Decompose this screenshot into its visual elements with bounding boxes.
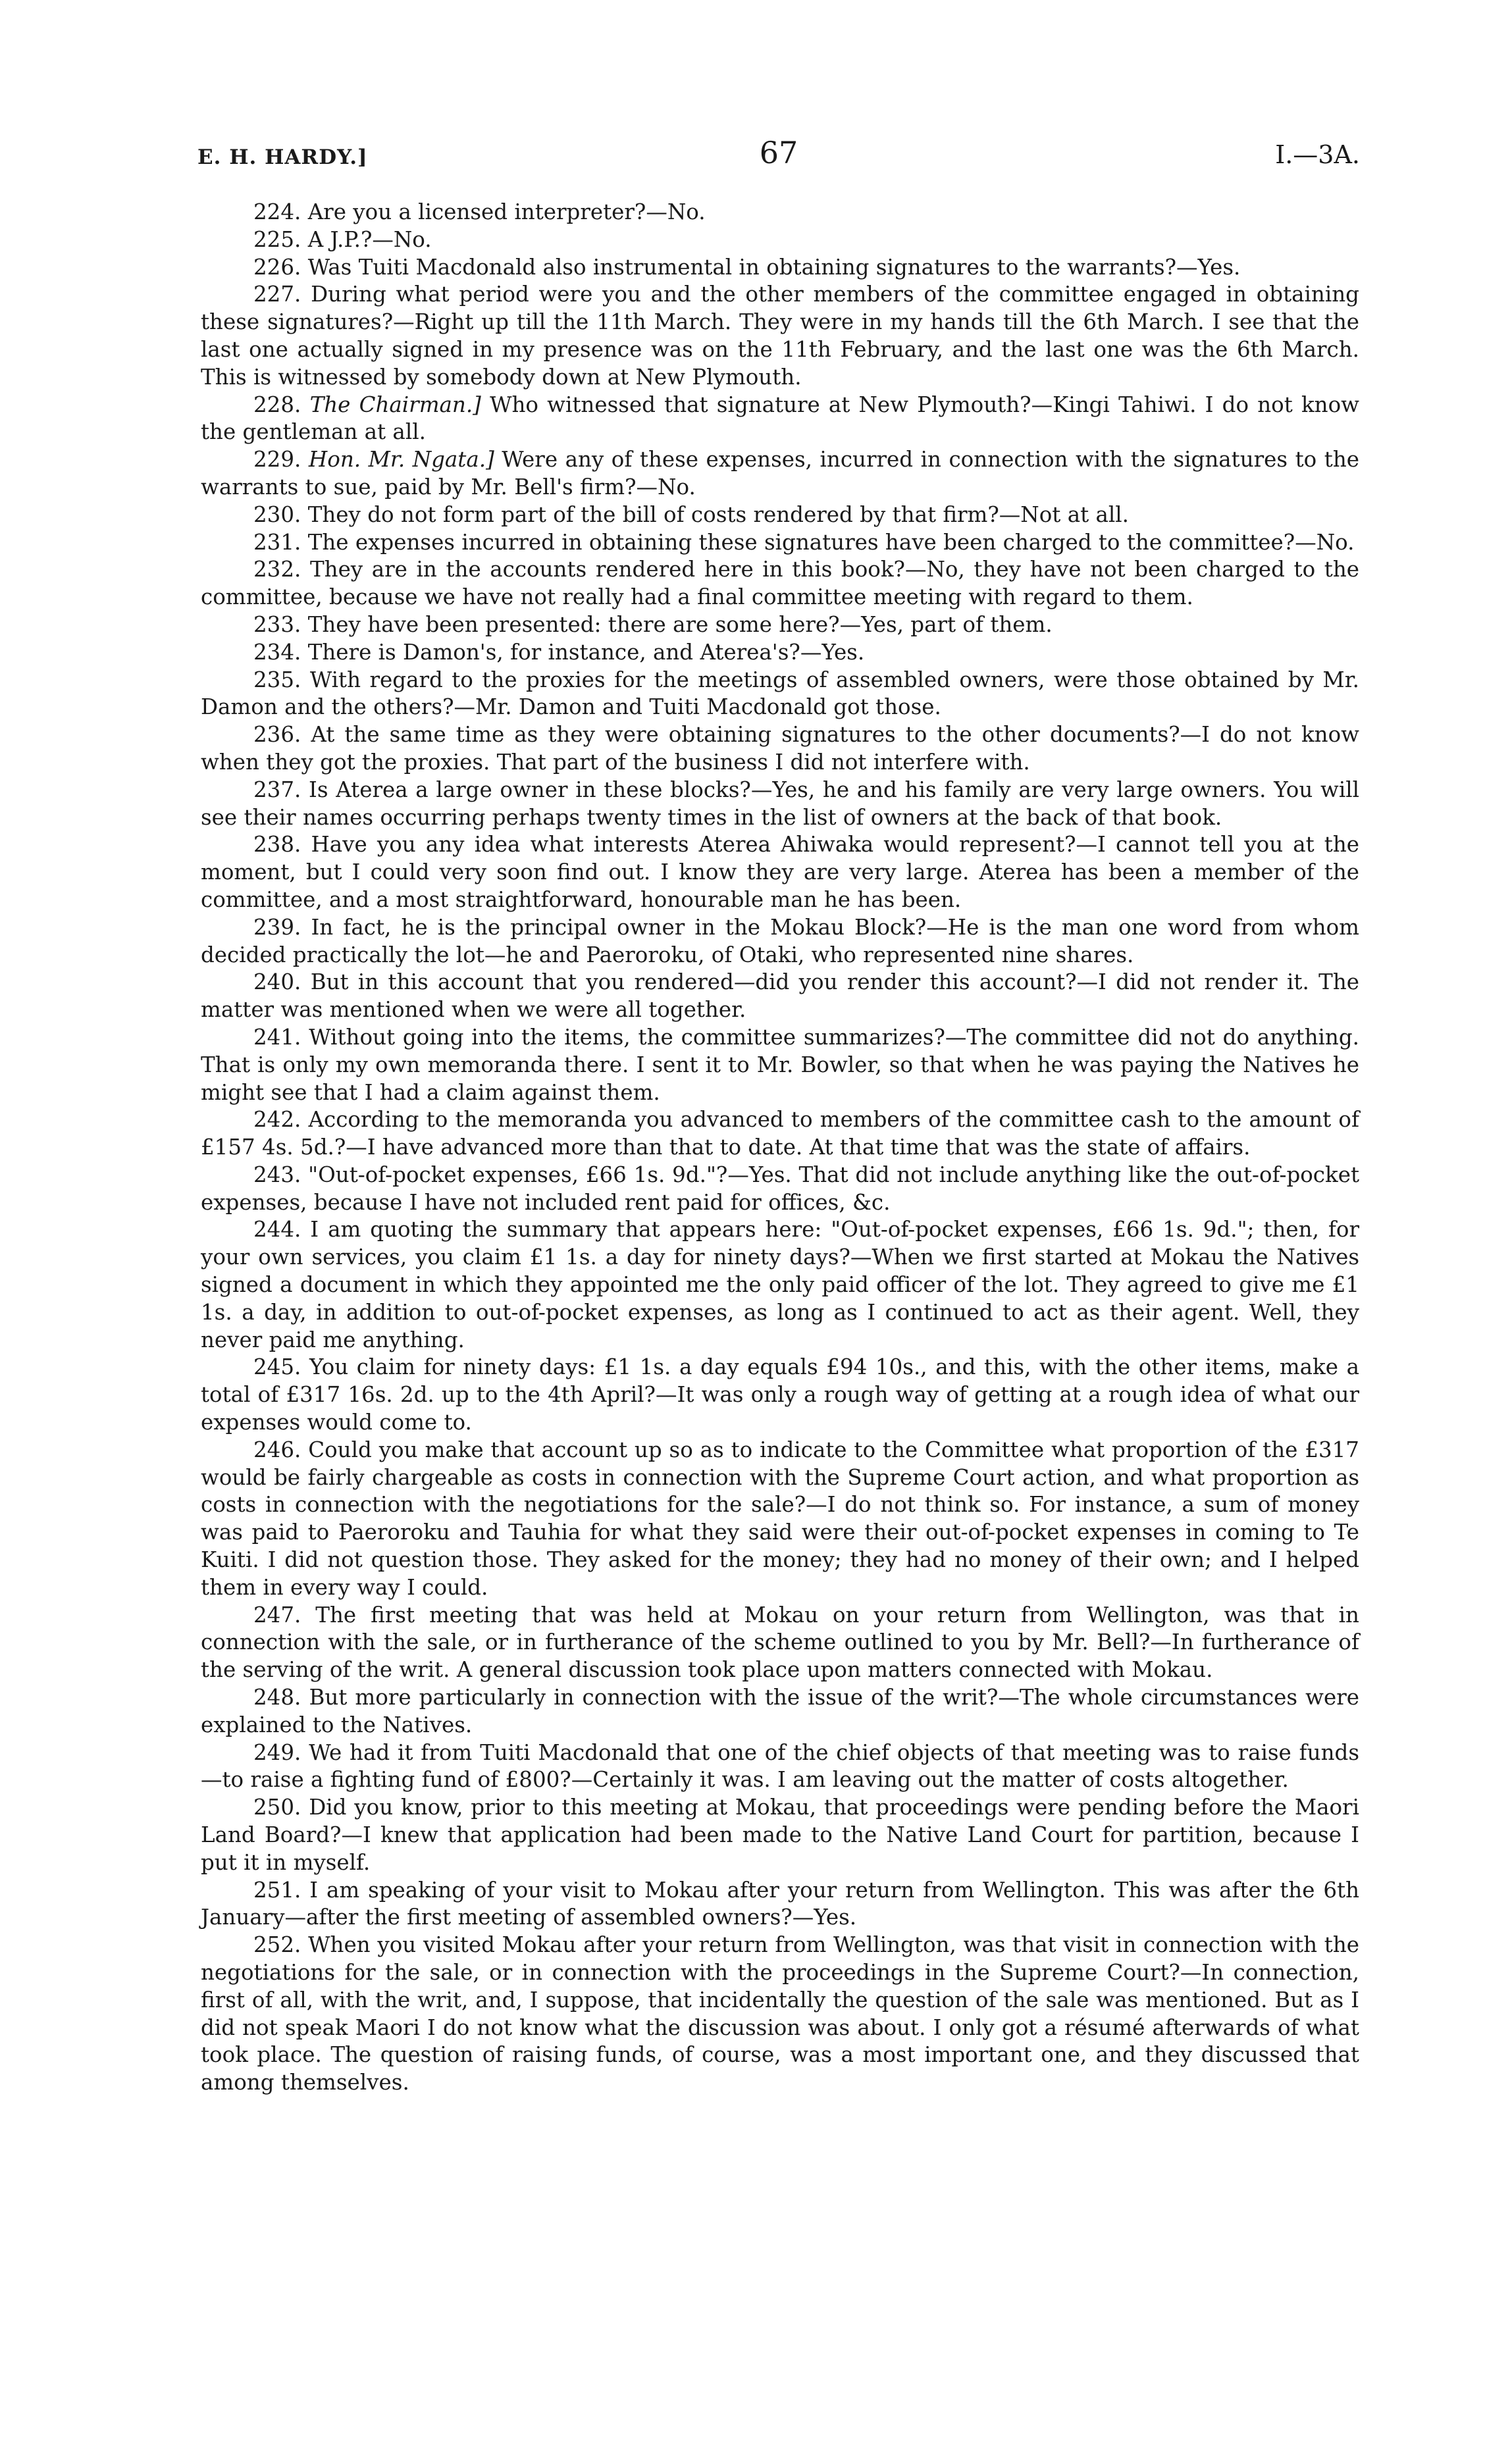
- question-244: 244. I am quoting the summary that appears here: "Out-of-pocket expenses, £66 1s. 9d."; then, for your own services, you claim £1 1s. a day for ninety days?—When we first started at Mokau the Natives signed a document in which they appointed me the only paid officer of the lot. They agreed to give me £1 1s. a day, in addition to out-of-pocket expenses, as long as I continued to act as their agent. Well, they never paid me anything.: [201, 1217, 1359, 1352]
- testimony-body: [201, 199, 1359, 2097]
- question-225: 225. A J.P.?—No.: [253, 226, 432, 252]
- question-number: 228.: [253, 392, 301, 417]
- witness-name-heading: E. H. HARDY.]: [197, 145, 368, 169]
- question-239: 239. In fact, he is the principal owner in the Mokau Block?—He is the man one word from whom decided practically the lot—he and Paeroroku, of Otaki, who represented nine shares.: [201, 914, 1359, 967]
- page-number: 67: [759, 135, 798, 170]
- question-224: 224. Are you a licensed interpreter?—No.: [253, 199, 706, 224]
- question-249: 249. We had it from Tuiti Macdonald that one of the chief objects of that meeting was to raise funds—to raise a fighting fund of £800?—Certainly it was. I am leaving out the matter of costs altogether.: [201, 1739, 1359, 1793]
- question-228: [201, 392, 1359, 447]
- question-237: 237. Is Aterea a large owner in these blocks?—Yes, he and his family are very large owners. You will see their names occurring perhaps twenty times in the list of owners at the back of that book.: [201, 777, 1359, 830]
- question-240: 240. But in this account that you rendered—did you render this account?—I did not render it. The matter was mentioned when we were all together.: [201, 969, 1359, 1023]
- page-header: [197, 135, 1360, 181]
- document-reference: I.—3A.: [1275, 140, 1360, 169]
- speaker-label: Hon. Mr. Ngata.]: [308, 447, 494, 473]
- question-232: 232. They are in the accounts rendered here in this book?—No, they have not been charged to the committee, because we have not really had a final committee meeting with regard to them.: [201, 557, 1359, 610]
- question-241: 241. Without going into the items, the committee summarizes?—The committee did not do anything. That is only my own memoranda there. I sent it to Mr. Bowler, so that when he was paying the Natives he might see that I had a claim against them.: [201, 1024, 1359, 1105]
- question-251: 251. I am speaking of your visit to Mokau after your return from Wellington. This was after the 6th January—after the first meeting of assembled owners?—Yes.: [201, 1877, 1359, 1930]
- question-247: 247. The first meeting that was held at Mokau on your return from Wellington, was that in connection with the sale, or in furtherance of the scheme outlined to you by Mr. Bell?—In furtherance of the serving of the writ. A general discussion took place upon matters connected with Mokau.: [201, 1602, 1359, 1683]
- question-236: 236. At the same time as they were obtaining signatures to the other documents?—I do not know when they got the proxies. That part of the business I did not interfere with.: [201, 722, 1359, 775]
- question-text: Were any of these expenses, incurred in connection with the signatures to the warrants to sue, paid by Mr. Bell's firm?—No.: [201, 447, 1359, 500]
- question-252: 252. When you visited Mokau after your return from Wellington, was that visit in connection with the negotiations for the sale, or in connection with the proceedings in the Supreme Court?—In connection, first of all, with the writ, and, I suppose, that incidentally the question of the sale was mentioned. But as I did not speak Maori I do not know what the discussion was about. I only got a résumé afterwards of what took place. The question of raising funds, of course, was a most important one, and they discussed that among themselves.: [201, 1932, 1359, 2095]
- speaker-label: The Chairman.]: [309, 392, 481, 417]
- question-245: 245. You claim for ninety days: £1 1s. a day equals £94 10s., and this, with the other items, make a total of £317 16s. 2d. up to the 4th April?—It was only a rough way of getting at a rough idea of what our expenses would come to.: [201, 1354, 1359, 1435]
- question-243: 243. "Out-of-pocket expenses, £66 1s. 9d."?—Yes. That did not include anything like the out-of-pocket expenses, because I have not included rent paid for offices, &c.: [201, 1162, 1359, 1215]
- question-235: 235. With regard to the proxies for the meetings of assembled owners, were those obtained by Mr. Damon and the others?—Mr. Damon and Tuiti Macdonald got those.: [201, 667, 1359, 720]
- question-250: 250. Did you know, prior to this meeting at Mokau, that proceedings were pending before the Maori Land Board?—I knew that application had been made to the Native Land Court for partition, because I put it in myself.: [201, 1795, 1359, 1875]
- question-238: 238. Have you any idea what interests Aterea Ahiwaka would represent?—I cannot tell you at the moment, but I could very soon find out. I know they are very large. Aterea has been a member of the committee, and a most straightforward, honourable man he has been.: [201, 832, 1359, 912]
- question-number: 229.: [253, 447, 301, 473]
- question-248: 248. But more particularly in connection with the issue of the writ?—The whole circumstances were explained to the Natives.: [201, 1685, 1359, 1737]
- question-227: 227. During what period were you and the other members of the committee engaged in obtaining these signatures?—Right up till the 11th March. They were in my hands till the 6th March. I see that the last one actually signed in my presence was on the 11th February, and the last one was the 6th March. This is witnessed by somebody down at New Plymouth.: [201, 282, 1359, 390]
- question-231: 231. The expenses incurred in obtaining these signatures have been charged to the committee?—No.: [253, 529, 1355, 555]
- question-text: Who witnessed that signature at New Plymouth?—Kingi Tahiwi. I do not know the gentleman at all.: [201, 392, 1360, 445]
- question-234: 234. There is Damon's, for instance, and Aterea's?—Yes.: [253, 639, 865, 665]
- question-233: 233. They have been presented: there are some here?—Yes, part of them.: [253, 611, 1053, 637]
- question-229: [201, 446, 1359, 501]
- question-230: 230. They do not form part of the bill of costs rendered by that firm?—Not at all.: [253, 501, 1129, 527]
- question-242: 242. According to the memoranda you advanced to members of the committee cash to the amount of £157 4s. 5d.?—I have advanced more than that to date. At that time that was the state of affairs.: [201, 1107, 1359, 1160]
- question-246: 246. Could you make that account up so as to indicate to the Committee what proportion of the £317 would be fairly chargeable as costs in connection with the Supreme Court action, and what proportion as costs in connection with the negotiations for the sale?—I do not think so. For instance, a sum of money was paid to Paeroroku and Tauhia for what they said were their out-of-pocket expenses in coming to Te Kuiti. I did not question those. They asked for the money; they had no money of their own; and I helped them in every way I could.: [201, 1437, 1359, 1600]
- question-226: 226. Was Tuiti Macdonald also instrumental in obtaining signatures to the warrants?—Yes.: [253, 254, 1241, 280]
